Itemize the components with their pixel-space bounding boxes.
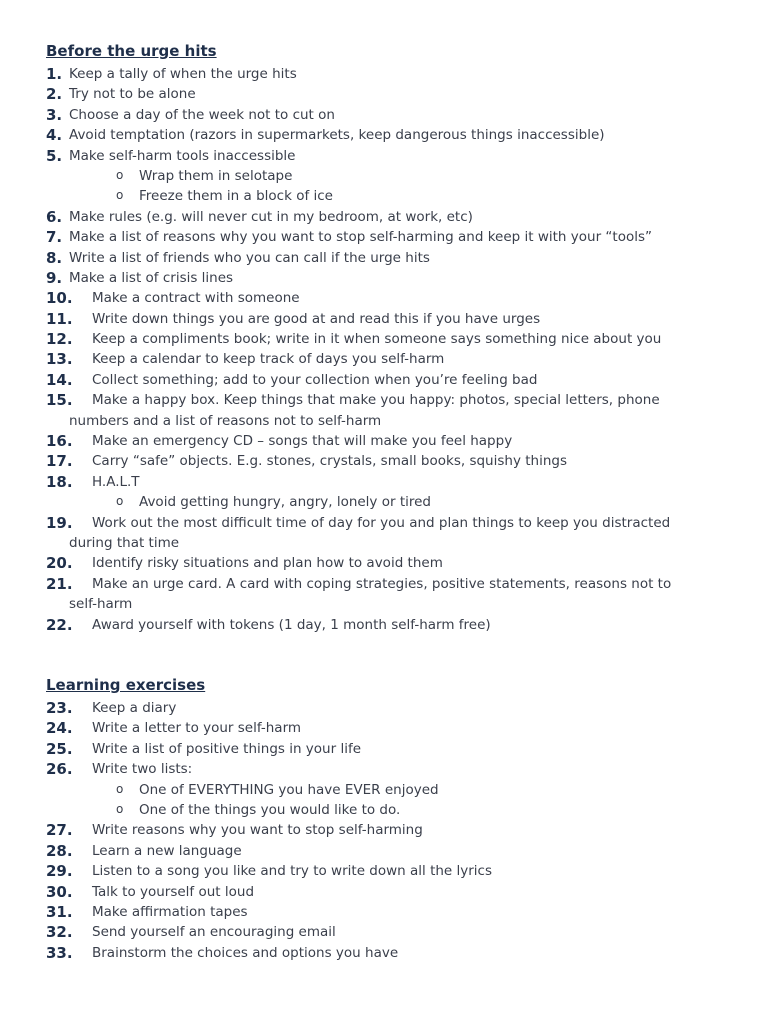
item-number: 6. bbox=[46, 207, 63, 226]
list-item bbox=[0, 288, 768, 308]
list-item bbox=[0, 902, 768, 922]
item-text: Make self-harm tools inaccessible bbox=[69, 147, 296, 164]
item-text-continuation: self-harm bbox=[69, 596, 133, 613]
sub-list-item bbox=[0, 166, 768, 186]
item-text: Carry “safe” objects. E.g. stones, crystals, small books, squishy things bbox=[92, 453, 567, 470]
section-heading: Learning exercises bbox=[46, 676, 206, 694]
bullet-icon: o bbox=[116, 781, 124, 796]
item-number: 18. bbox=[46, 472, 73, 491]
item-text: Identify risky situations and plan how to avoid them bbox=[92, 555, 443, 572]
list-item bbox=[0, 820, 768, 840]
item-text: Make affirmation tapes bbox=[92, 903, 248, 920]
list-item bbox=[0, 227, 768, 247]
list-item bbox=[0, 513, 768, 554]
item-number: 13. bbox=[46, 350, 73, 369]
item-text: Try not to be alone bbox=[69, 86, 196, 103]
item-number: 11. bbox=[46, 309, 73, 328]
list-item bbox=[0, 84, 768, 104]
list-item bbox=[0, 248, 768, 268]
item-number: 5. bbox=[46, 146, 63, 165]
item-text: Learn a new language bbox=[92, 842, 242, 859]
item-number: 10. bbox=[46, 289, 73, 308]
item-text: Keep a calendar to keep track of days you self-harm bbox=[92, 351, 445, 368]
item-text: Avoid temptation (razors in supermarkets, keep dangerous things inaccessible) bbox=[69, 127, 605, 144]
list-item bbox=[0, 329, 768, 349]
list-item bbox=[0, 861, 768, 881]
item-text: Make a list of crisis lines bbox=[69, 269, 234, 286]
bullet-icon: o bbox=[116, 494, 124, 509]
list-item bbox=[0, 451, 768, 471]
sub-item-text: Avoid getting hungry, angry, lonely or tired bbox=[139, 494, 431, 511]
item-text-continuation: numbers and a list of reasons not to self-harm bbox=[69, 412, 382, 429]
item-text: Send yourself an encouraging email bbox=[92, 924, 336, 941]
item-number: 27. bbox=[46, 821, 73, 840]
item-number: 7. bbox=[46, 228, 63, 247]
list-item bbox=[0, 431, 768, 451]
list-item bbox=[0, 390, 768, 431]
numbered-list bbox=[0, 698, 768, 963]
list-item bbox=[0, 841, 768, 861]
item-number: 2. bbox=[46, 85, 63, 104]
item-text: Collect something; add to your collection when you’re feeling bad bbox=[92, 371, 538, 388]
list-item bbox=[0, 146, 768, 166]
bullet-icon: o bbox=[116, 188, 124, 203]
item-number: 20. bbox=[46, 554, 73, 573]
item-text: Make a list of reasons why you want to stop self-harming and keep it with your “tools” bbox=[69, 229, 652, 246]
list-item bbox=[0, 615, 768, 635]
list-item bbox=[0, 553, 768, 573]
bullet-icon: o bbox=[116, 167, 124, 182]
list-item bbox=[0, 207, 768, 227]
item-text: Choose a day of the week not to cut on bbox=[69, 106, 335, 123]
item-text: Write a list of positive things in your life bbox=[92, 740, 362, 757]
item-text: Write a letter to your self-harm bbox=[92, 720, 302, 737]
item-number: 23. bbox=[46, 699, 73, 717]
item-text: Listen to a song you like and try to write down all the lyrics bbox=[92, 863, 493, 880]
item-text: Keep a diary bbox=[92, 700, 177, 716]
item-text: Make an urge card. A card with coping strategies, positive statements, reasons not to bbox=[92, 575, 672, 592]
item-text: Write a list of friends who you can call if the urge hits bbox=[69, 249, 430, 266]
item-number: 26. bbox=[46, 760, 73, 779]
item-text: Make rules (e.g. will never cut in my bedroom, at work, etc) bbox=[69, 208, 473, 225]
list-item bbox=[0, 759, 768, 779]
sub-list-item bbox=[0, 780, 768, 800]
list-item bbox=[0, 349, 768, 369]
item-number: 3. bbox=[46, 105, 63, 124]
list-item bbox=[0, 698, 768, 718]
sub-list-item bbox=[0, 186, 768, 206]
item-text: Make a happy box. Keep things that make you happy: photos, special letters, phone bbox=[92, 392, 660, 409]
item-number: 25. bbox=[46, 739, 73, 758]
item-text: Work out the most difficult time of day for you and plan things to keep you distracted bbox=[92, 514, 671, 531]
item-number: 30. bbox=[46, 882, 73, 901]
sub-list-item bbox=[0, 492, 768, 512]
list-item bbox=[0, 943, 768, 963]
bullet-icon: o bbox=[116, 801, 124, 816]
item-text: Write reasons why you want to stop self-harming bbox=[92, 822, 423, 839]
item-text: Keep a tally of when the urge hits bbox=[69, 66, 297, 82]
list-item bbox=[0, 739, 768, 759]
item-text: Brainstorm the choices and options you have bbox=[92, 944, 399, 961]
item-number: 19. bbox=[46, 513, 73, 532]
item-number: 1. bbox=[46, 65, 63, 83]
list-item bbox=[0, 922, 768, 942]
item-number: 31. bbox=[46, 902, 73, 921]
sub-list-item bbox=[0, 800, 768, 820]
item-text: Make an emergency CD – songs that will make you feel happy bbox=[92, 433, 513, 450]
item-number: 9. bbox=[46, 268, 63, 287]
sub-item-text: One of the things you would like to do. bbox=[139, 801, 401, 818]
item-number: 24. bbox=[46, 719, 73, 738]
item-number: 8. bbox=[46, 248, 63, 267]
item-text: H.A.L.T bbox=[92, 473, 140, 490]
list-item bbox=[0, 125, 768, 145]
list-item bbox=[0, 64, 768, 84]
item-number: 33. bbox=[46, 943, 73, 962]
list-item bbox=[0, 882, 768, 902]
item-number: 22. bbox=[46, 615, 73, 634]
list-item bbox=[0, 309, 768, 329]
section-heading: Before the urge hits bbox=[46, 42, 217, 60]
item-text: Write down things you are good at and read this if you have urges bbox=[92, 310, 541, 327]
list-item bbox=[0, 105, 768, 125]
sub-item-text: Freeze them in a block of ice bbox=[139, 188, 333, 205]
sub-item-text: Wrap them in selotape bbox=[139, 167, 293, 184]
item-number: 4. bbox=[46, 126, 63, 145]
item-number: 15. bbox=[46, 391, 73, 410]
item-number: 12. bbox=[46, 330, 73, 349]
item-number: 28. bbox=[46, 841, 73, 860]
item-number: 21. bbox=[46, 574, 73, 593]
list-item bbox=[0, 472, 768, 492]
item-text: Write two lists: bbox=[92, 761, 193, 778]
item-number: 14. bbox=[46, 370, 73, 389]
item-text: Keep a compliments book; write in it when someone says something nice about you bbox=[92, 331, 662, 348]
list-item bbox=[0, 268, 768, 288]
item-number: 32. bbox=[46, 923, 73, 942]
item-text: Award yourself with tokens (1 day, 1 month self-harm free) bbox=[92, 616, 491, 633]
item-text-continuation: during that time bbox=[69, 535, 180, 551]
item-number: 16. bbox=[46, 432, 73, 451]
item-number: 29. bbox=[46, 862, 73, 881]
list-item bbox=[0, 718, 768, 738]
item-number: 17. bbox=[46, 452, 73, 471]
item-text: Make a contract with someone bbox=[92, 290, 300, 307]
numbered-list bbox=[0, 64, 768, 635]
list-item bbox=[0, 574, 768, 615]
list-item bbox=[0, 370, 768, 390]
item-text: Talk to yourself out loud bbox=[92, 883, 255, 900]
sub-item-text: One of EVERYTHING you have EVER enjoyed bbox=[139, 781, 439, 798]
